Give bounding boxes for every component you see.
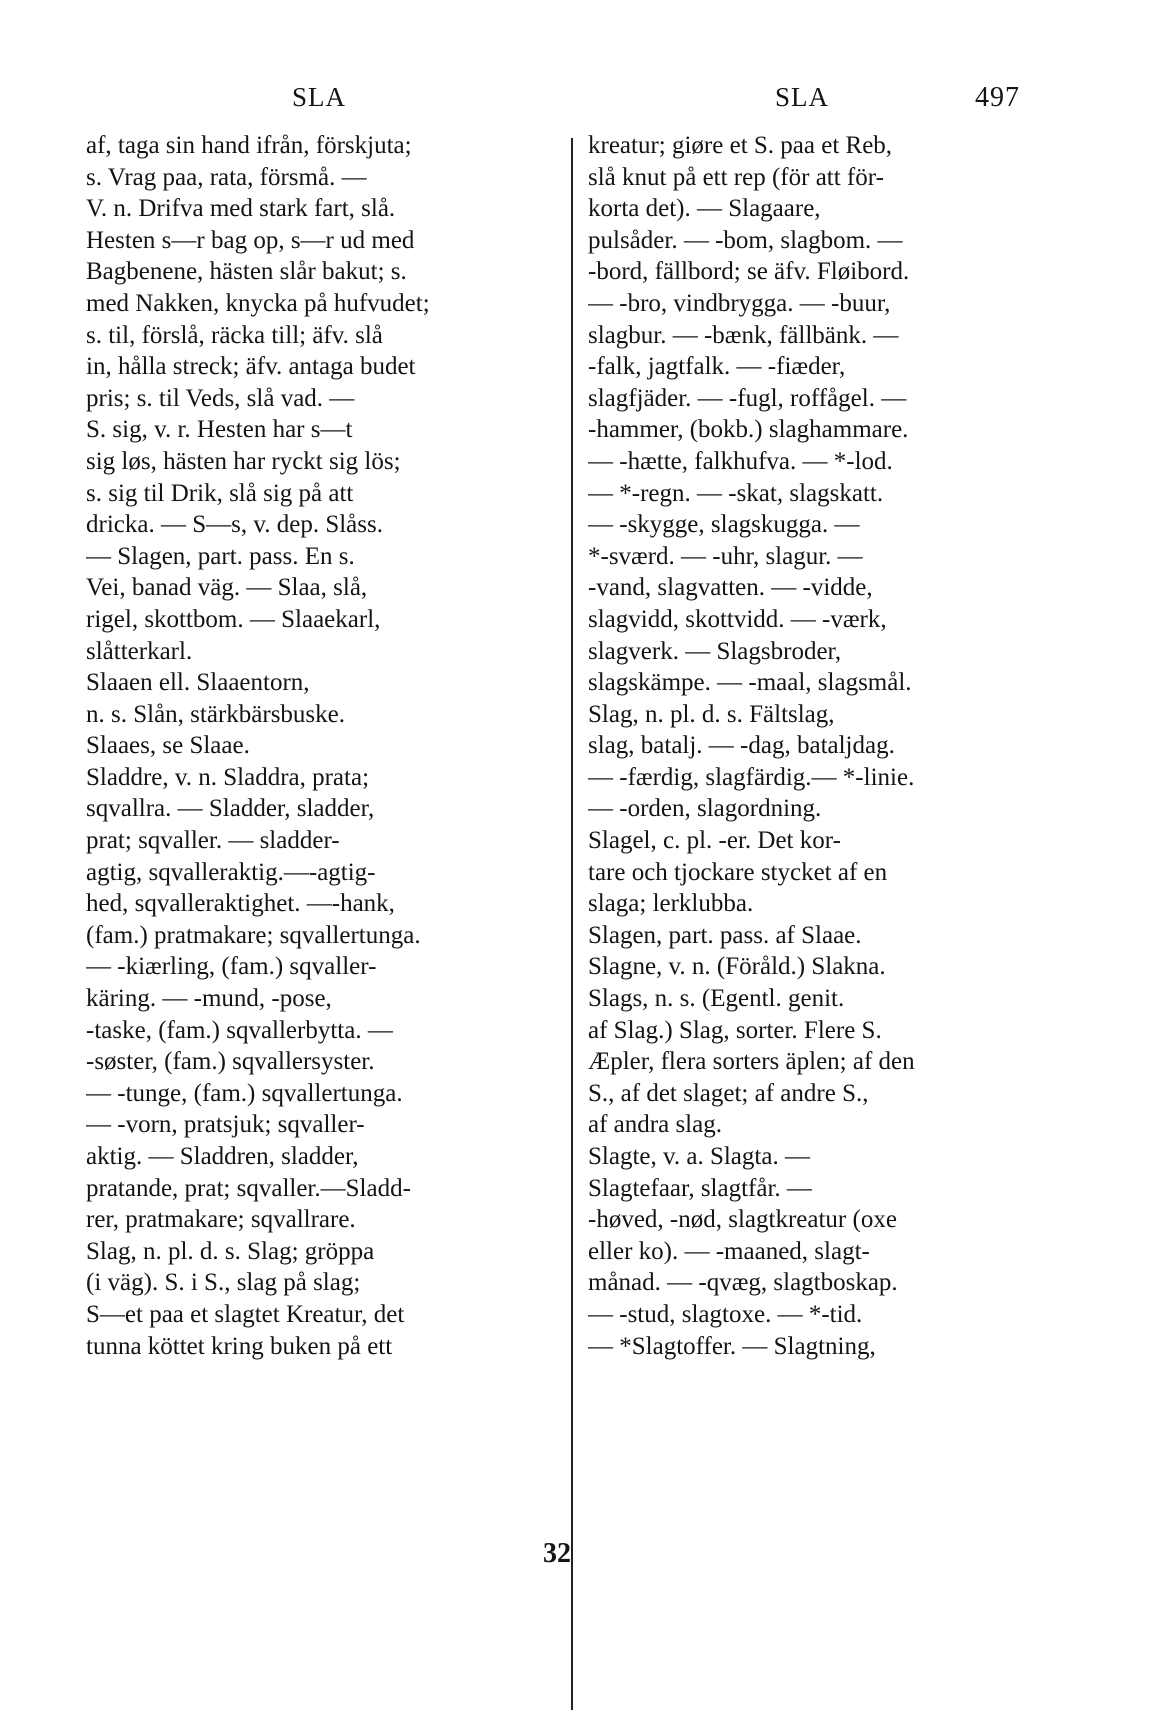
entry-line: pris; s. til Veds, slå vad. — <box>86 384 355 412</box>
entry-line: S. sig, v. r. Hesten har s—t <box>86 416 353 444</box>
entry-line: — -tunge, (fam.) sqvallertunga. <box>86 1079 403 1107</box>
entry-line: S—et paa et slagtet Kreatur, det <box>86 1300 405 1328</box>
entry-line: sqvallra. — Sladder, sladder, <box>86 795 375 823</box>
entry-line: Slagen, part. pass. af Slaae. <box>588 921 862 949</box>
left-guide-word: SLA <box>292 82 347 112</box>
entry-line: pratande, prat; sqvaller.—Sladd- <box>86 1174 411 1202</box>
entry-line: korta det). — Slagaare, <box>588 195 821 223</box>
entry-line: kreatur; giøre et S. paa et Reb, <box>588 132 893 159</box>
entry-line: — Slagen, part. pass. En s. <box>86 542 355 570</box>
entry-line: — -orden, slagordning. <box>588 795 822 823</box>
entry-line: Vei, banad väg. — Slaa, slå, <box>86 574 368 602</box>
entry-line: slåtterkarl. <box>86 637 193 665</box>
entry-line: Sladdre, v. n. Sladdra, prata; <box>86 763 370 791</box>
page-number: 497 <box>975 82 1020 113</box>
running-header <box>0 82 1152 132</box>
entry-line: slagbur. — -bænk, fällbänk. — <box>588 321 899 349</box>
entry-line: dricka. — S—s, v. dep. Slåss. <box>86 511 383 539</box>
entry-line: af Slag.) Slag, sorter. Flere S. <box>588 1016 882 1044</box>
left-column <box>86 130 542 1362</box>
entry-line: Slagne, v. n. (Föråld.) Slakna. <box>588 953 886 981</box>
entry-line: Slagel, c. pl. -er. Det kor- <box>588 827 841 855</box>
entry-line: — -skygge, slagskugga. — <box>588 511 860 539</box>
entry-line: — *Slagtoffer. — Slagtning, <box>588 1332 876 1360</box>
entry-line: Hesten s—r bag op, s—r ud med <box>86 226 415 254</box>
entry-line: -falk, jagtfalk. — -fiæder, <box>588 353 846 381</box>
entry-line: pulsåder. — -bom, slagbom. — <box>588 226 903 254</box>
entry-line: Æpler, flera sorters äplen; af den <box>588 1048 915 1076</box>
entry-line: slagvidd, skottvidd. — -værk, <box>588 605 887 633</box>
entry-line: s. til, förslå, räcka till; äfv. slå <box>86 321 383 349</box>
entry-line: — -bro, vindbrygga. — -buur, <box>588 289 891 317</box>
entry-line: (fam.) pratmakare; sqvallertunga. <box>86 921 421 949</box>
signature-number: 32 <box>543 1538 571 1569</box>
entry-line: rigel, skottbom. — Slaaekarl, <box>86 605 381 633</box>
entry-line: Slag, n. pl. d. s. Slag; gröppa <box>86 1237 375 1265</box>
entry-line: — -vorn, pratsjuk; sqvaller- <box>86 1111 365 1139</box>
entry-line: rer, pratmakare; sqvallrare. <box>86 1206 356 1234</box>
entry-line: — -kiærling, (fam.) sqvaller- <box>86 953 377 981</box>
entry-line: Slaaen ell. Slaaentorn, <box>86 669 310 697</box>
entry-line: månad. — -qvæg, slagtboskap. <box>588 1269 898 1297</box>
entry-line: slag, batalj. — -dag, bataljdag. <box>588 732 895 760</box>
entry-line: slaga; lerklubba. <box>588 890 754 918</box>
entry-line: Slagtefaar, slagtfår. — <box>588 1174 812 1202</box>
entry-line: -vand, slagvatten. — -vidde, <box>588 574 873 602</box>
entry-line: — -færdig, slagfärdig.— *-linie. <box>588 763 915 791</box>
entry-line: (i väg). S. i S., slag på slag; <box>86 1269 361 1297</box>
entry-line: hed, sqvalleraktighet. —-hank, <box>86 890 395 918</box>
entry-line: agtig, sqvalleraktig.—-agtig- <box>86 858 376 886</box>
right-column <box>588 130 1044 1362</box>
column-divider <box>571 138 573 1710</box>
entry-line: -bord, fällbord; se äfv. Fløibord. <box>588 258 910 286</box>
entry-line: — -hætte, falkhufva. — *-lod. <box>588 447 893 475</box>
entry-line: slagfjäder. — -fugl, roffågel. — <box>588 384 907 412</box>
entry-line: af andra slag. <box>588 1111 722 1139</box>
entry-line: sig løs, hästen har ryckt sig lös; <box>86 447 401 475</box>
entry-line: slagskämpe. — -maal, slagsmål. <box>588 669 912 697</box>
right-guide-word: SLA <box>775 82 830 112</box>
entry-line: prat; sqvaller. — sladder- <box>86 827 340 855</box>
entry-line: S., af det slaget; af andre S., <box>588 1079 869 1107</box>
entry-line: Bagbenene, hästen slår bakut; s. <box>86 258 407 286</box>
entry-line: tare och tjockare stycket af en <box>588 858 888 886</box>
entry-line: V. n. Drifva med stark fart, slå. <box>86 195 396 223</box>
entry-line: tunna köttet kring buken på ett <box>86 1332 393 1360</box>
entry-line: — *-regn. — -skat, slagskatt. <box>588 479 884 507</box>
entry-line: slå knut på ett rep (för att för- <box>588 163 884 191</box>
entry-line: — -stud, slagtoxe. — *-tid. <box>588 1300 863 1328</box>
entry-line: Slaaes, se Slaae. <box>86 732 250 760</box>
entry-line: -søster, (fam.) sqvallersyster. <box>86 1048 375 1076</box>
entry-line: -høved, -nød, slagtkreatur (oxe <box>588 1206 897 1234</box>
entry-line: Slags, n. s. (Egentl. genit. <box>588 985 845 1013</box>
entry-line: eller ko). — -maaned, slagt- <box>588 1237 870 1265</box>
entry-line: käring. — -mund, -pose, <box>86 985 332 1013</box>
entry-line: med Nakken, knycka på hufvudet; <box>86 289 430 317</box>
entry-line: *-sværd. — -uhr, slagur. — <box>588 542 863 570</box>
entry-line: s. Vrag paa, rata, försmå. — <box>86 163 367 191</box>
entry-line: aktig. — Sladdren, sladder, <box>86 1143 359 1170</box>
entry-line: in, hålla streck; äfv. antaga budet <box>86 353 416 381</box>
entry-line: n. s. Slån, stärkbärsbuske. <box>86 700 345 728</box>
entry-line: -hammer, (bokb.) slaghammare. <box>588 416 909 444</box>
entry-line: af, taga sin hand ifrån, förskjuta; <box>86 132 412 159</box>
entry-line: -taske, (fam.) sqvallerbytta. — <box>86 1016 393 1044</box>
entry-line: Slagte, v. a. Slagta. — <box>588 1143 810 1170</box>
entry-line: slagverk. — Slagsbroder, <box>588 637 842 665</box>
entry-line: s. sig til Drik, slå sig på att <box>86 479 354 507</box>
entry-line: Slag, n. pl. d. s. Fältslag, <box>588 700 835 728</box>
